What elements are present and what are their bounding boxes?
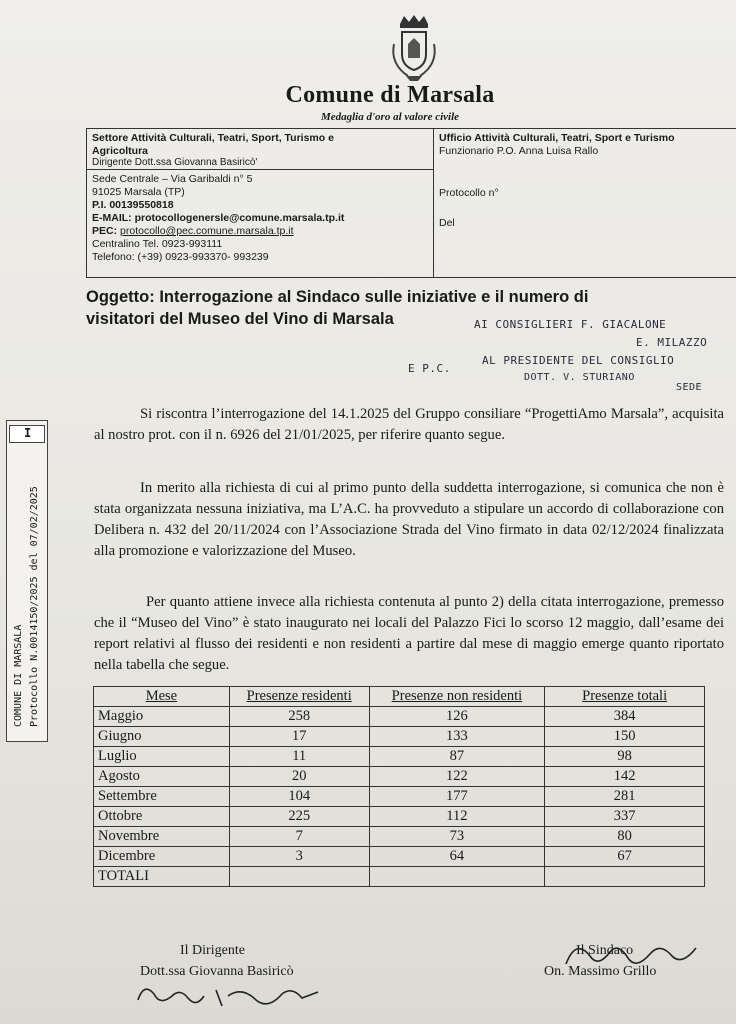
column-header: Mese: [94, 687, 230, 707]
stamp-mark-box: [9, 425, 45, 443]
signature-right-name: On. Massimo Grillo: [544, 964, 657, 979]
table-row: [94, 867, 705, 887]
value-cell: 3: [229, 847, 369, 867]
table-row: [94, 847, 705, 867]
table-header-row: [94, 687, 705, 707]
partita-iva: P.I. 00139550818: [92, 199, 174, 211]
month-cell: Giugno: [94, 727, 230, 747]
handwritten-recipients-2: E. MILAZZO: [636, 336, 708, 349]
value-cell: 126: [369, 707, 545, 727]
table-row: [94, 707, 705, 727]
address-line1: Sede Centrale – Via Garibaldi n° 5: [92, 173, 253, 185]
handwritten-recipients-1: AI CONSIGLIERI F. GIACALONE: [474, 318, 667, 331]
value-cell: 64: [369, 847, 545, 867]
table-body: [94, 707, 705, 887]
table-row: [94, 807, 705, 827]
email-row: [92, 212, 344, 224]
stamp-protocollo: Protocollo N.0014150/2025 del 07/02/2025: [29, 486, 40, 727]
value-cell: 98: [545, 747, 705, 767]
value-cell: 281: [545, 787, 705, 807]
value-cell: [545, 867, 705, 887]
handwritten-epc: E P.C.: [408, 362, 451, 375]
table-row: [94, 767, 705, 787]
signature-left-handwritten: [132, 976, 332, 1016]
settore-line1: Settore Attività Culturali, Teatri, Sport, Turismo e: [92, 132, 334, 144]
funzionario-line: Funzionario P.O. Anna Luisa Rallo: [439, 145, 599, 157]
value-cell: 177: [369, 787, 545, 807]
telefono: Telefono: (+39) 0923-993370- 993239: [92, 251, 269, 263]
pec-address[interactable]: protocollo@pec.comune.marsala.tp.it: [120, 225, 294, 237]
value-cell: 258: [229, 707, 369, 727]
value-cell: 384: [545, 707, 705, 727]
coat-of-arms-icon: [388, 14, 440, 84]
centralino: Centralino Tel. 0923-993111: [92, 238, 223, 250]
month-cell: Novembre: [94, 827, 230, 847]
paragraph-2: In merito alla richiesta di cui al primo punto della suddetta interrogazione, si comunica che non è stata organizzata nessuna iniziativa, ma L’A.C. ha provveduto a stipulare un accordo di collaborazione con Delibera n. 432 del 20/11/2024 con l’Associazione Strada del Vino firmato in data 02/12/2024 finalizzata alla promozione e valorizzazione del Museo.: [94, 480, 724, 559]
value-cell: 80: [545, 827, 705, 847]
value-cell: 104: [229, 787, 369, 807]
table-row: [94, 727, 705, 747]
value-cell: 87: [369, 747, 545, 767]
visitors-table: [93, 686, 705, 887]
handwritten-sede: SEDE: [676, 382, 703, 393]
column-header: Presenze residenti: [229, 687, 369, 707]
stamp-mark: I: [24, 426, 32, 440]
pec-label: PEC:: [92, 225, 118, 237]
month-cell: Maggio: [94, 707, 230, 727]
subject-line2: visitatori del Museo del Vino di Marsala: [86, 310, 394, 328]
value-cell: 122: [369, 767, 545, 787]
header-divider-horizontal: [87, 169, 433, 170]
value-cell: 225: [229, 807, 369, 827]
month-cell: Ottobre: [94, 807, 230, 827]
value-cell: [369, 867, 545, 887]
paragraph-3: Per quanto attiene invece alla richiesta contenuta al punto 2) della citata interrogazione, premesso che il “Museo del Vino” è stato inaugurato nei locali del Palazzo Fici lo scorso 12 maggio, dall’esame dei report relativi al flusso dei residenti e non residenti a partire dal mese di maggio emerge quanto riportato nella tabella che segue.: [94, 594, 724, 673]
pec-row: [92, 225, 294, 237]
table-row: [94, 787, 705, 807]
page-title: Comune di Marsala: [285, 82, 495, 108]
subject-line1: Oggetto: Interrogazione al Sindaco sulle iniziative e il numero di: [86, 288, 589, 306]
value-cell: 7: [229, 827, 369, 847]
month-cell: TOTALI: [94, 867, 230, 887]
month-cell: Dicembre: [94, 847, 230, 867]
value-cell: 11: [229, 747, 369, 767]
signature-right-handwritten: [556, 934, 706, 978]
column-header: Presenze totali: [545, 687, 705, 707]
table-row: [94, 827, 705, 847]
address-line2: 91025 Marsala (TP): [92, 186, 185, 198]
value-cell: 73: [369, 827, 545, 847]
dirigente-line: Dirigente Dott.ssa Giovanna Basiricò': [92, 157, 258, 168]
table-row: [94, 747, 705, 767]
header-divider-vertical: [433, 129, 434, 277]
stamp-comune: COMUNE DI MARSALA: [13, 624, 24, 727]
settore-line2: Agricoltura: [92, 145, 149, 157]
protocol-stamp: [6, 420, 48, 742]
ufficio-line: Ufficio Attività Culturali, Teatri, Sport e Turismo: [439, 132, 675, 144]
value-cell: [229, 867, 369, 887]
value-cell: 112: [369, 807, 545, 827]
value-cell: 67: [545, 847, 705, 867]
paragraph-1: Si riscontra l’interrogazione del 14.1.2025 del Gruppo consiliare “ProgettiAmo Marsala”, acquisita al nostro prot. con il n. 6926 del 21/01/2025, per riferire quanto segue.: [94, 406, 724, 443]
del-label: Del: [439, 217, 455, 229]
value-cell: 337: [545, 807, 705, 827]
email-address[interactable]: protocollogenersle@comune.marsala.tp.it: [134, 212, 345, 224]
signature-left-title: Il Dirigente: [180, 943, 245, 958]
signature-right-title: Il Sindaco: [576, 943, 634, 958]
value-cell: 142: [545, 767, 705, 787]
value-cell: 150: [545, 727, 705, 747]
month-cell: Agosto: [94, 767, 230, 787]
handwritten-sturiano: DOTT. V. STURIANO: [524, 372, 635, 383]
header-box: [86, 128, 736, 278]
value-cell: 133: [369, 727, 545, 747]
letterhead-motto: Medaglia d'oro al valore civile: [320, 111, 460, 123]
column-header: Presenze non residenti: [369, 687, 545, 707]
month-cell: Luglio: [94, 747, 230, 767]
email-label: E-MAIL:: [92, 212, 132, 224]
value-cell: 20: [229, 767, 369, 787]
month-cell: Settembre: [94, 787, 230, 807]
protocollo-label: Protocollo n°: [439, 187, 499, 199]
value-cell: 17: [229, 727, 369, 747]
signature-left-name: Dott.ssa Giovanna Basiricò: [140, 964, 294, 979]
handwritten-presidente: AL PRESIDENTE DEL CONSIGLIO: [482, 354, 675, 367]
